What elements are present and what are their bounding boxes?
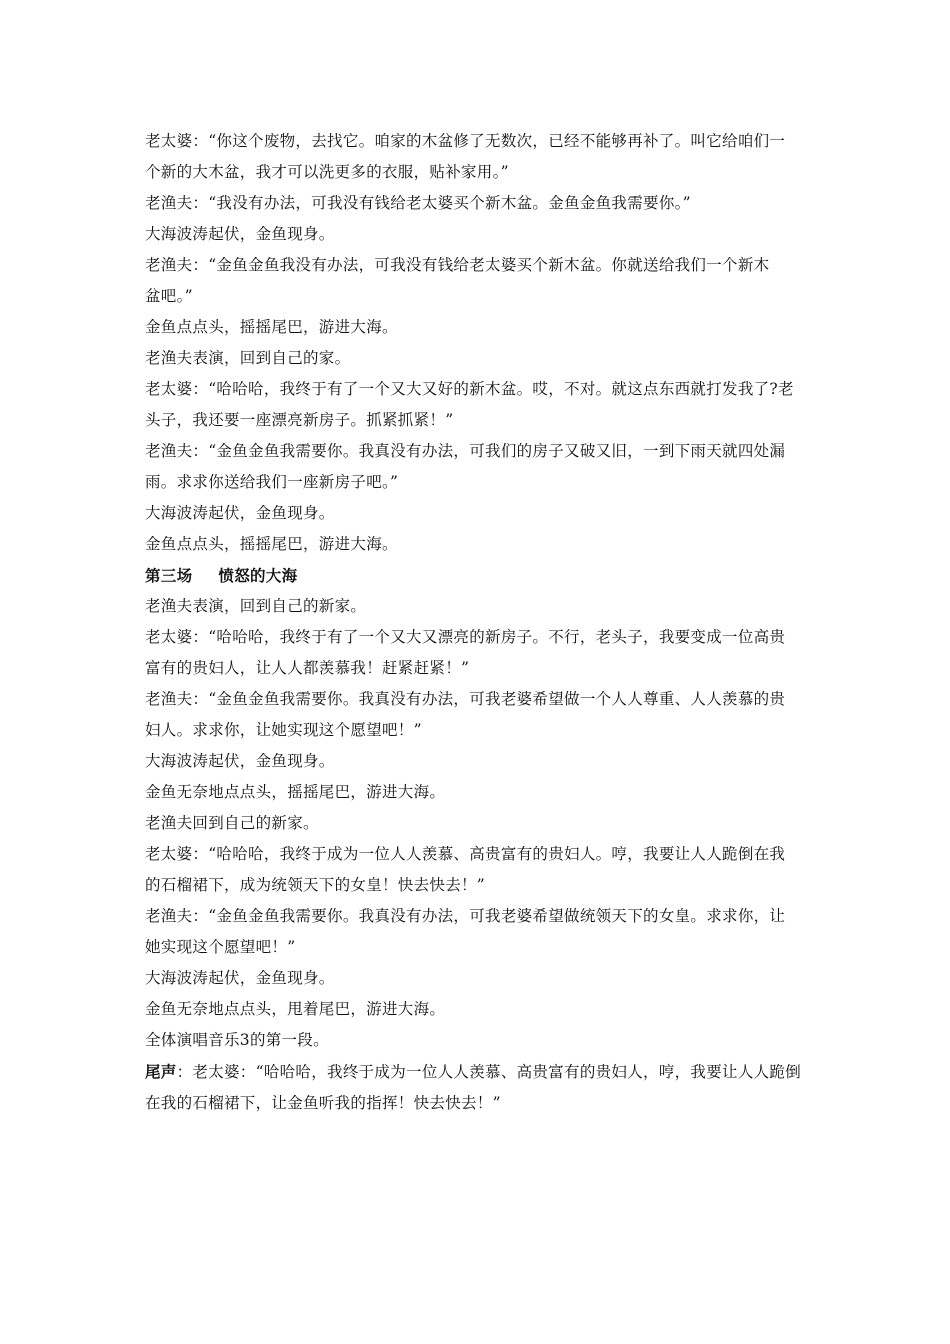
script-line: 老太婆：“哈哈哈，我终于成为一位人人羡慕、高贵富有的贵妇人。哼，我要让人人跪倒在我 xyxy=(145,845,786,863)
script-line: 的石榴裙下，成为统领天下的女皇！快去快去！” xyxy=(145,876,486,894)
script-line: 大海波涛起伏，金鱼现身。 xyxy=(145,504,335,522)
script-line: 老渔夫回到自己的新家。 xyxy=(145,814,319,832)
epilogue-text: ：老太婆：“哈哈哈，我终于成为一位人人羡慕、高贵富有的贵妇人，哼，我要让人人跪倒 xyxy=(176,1063,802,1081)
script-page xyxy=(145,126,810,1119)
script-line: 老渔夫表演，回到自己的新家。 xyxy=(145,597,367,615)
script-line: 老渔夫：“金鱼金鱼我没有办法，可我没有钱给老太婆买个新木盆。你就送给我们一个新木 xyxy=(145,256,770,274)
script-line: 老太婆：“你这个废物，去找它。咱家的木盆修了无数次，已经不能够再补了。叫它给咱们一 xyxy=(145,132,786,150)
script-line: 头子，我还要一座漂亮新房子。抓紧抓紧！” xyxy=(145,411,454,429)
script-line: 妇人。求求你，让她实现这个愿望吧！” xyxy=(145,721,422,739)
script-line: 大海波涛起伏，金鱼现身。 xyxy=(145,752,335,770)
script-line: 老太婆：“哈哈哈，我终于有了一个又大又漂亮的新房子。不行，老头子，我要变成一位高贵 xyxy=(145,628,786,646)
scene-heading xyxy=(145,560,810,591)
script-lines-part1 xyxy=(145,126,810,560)
scene-number: 第三场 xyxy=(145,566,193,585)
script-line: 金鱼点点头，摇摇尾巴，游进大海。 xyxy=(145,318,398,336)
script-line: 全体演唱音乐3的第一段。 xyxy=(145,1031,329,1049)
script-line: 金鱼无奈地点点头，摇摇尾巴，游进大海。 xyxy=(145,783,446,801)
script-line: 金鱼无奈地点点头，甩着尾巴，游进大海。 xyxy=(145,1000,446,1018)
script-line: 盆吧。” xyxy=(145,287,193,305)
epilogue-line xyxy=(145,1056,810,1088)
script-line: 雨。求求你送给我们一座新房子吧。” xyxy=(145,473,399,491)
script-line: 富有的贵妇人，让人人都羡慕我！赶紧赶紧！” xyxy=(145,659,470,677)
script-line: 金鱼点点头，摇摇尾巴，游进大海。 xyxy=(145,535,398,553)
script-line: 个新的大木盆，我才可以洗更多的衣服，贴补家用。” xyxy=(145,163,509,181)
epilogue-label: 尾声 xyxy=(145,1062,177,1081)
epilogue-line-2: 在我的石榴裙下，让金鱼听我的指挥！快去快去！” xyxy=(145,1094,501,1112)
script-line: 老渔夫：“金鱼金鱼我需要你。我真没有办法，可我老婆希望做一个人人尊重、人人羡慕的贵 xyxy=(145,690,786,708)
script-line: 大海波涛起伏，金鱼现身。 xyxy=(145,969,335,987)
script-line: 大海波涛起伏，金鱼现身。 xyxy=(145,225,335,243)
scene-title: 愤怒的大海 xyxy=(218,566,298,585)
script-line: 老渔夫表演，回到自己的家。 xyxy=(145,349,351,367)
script-line: 她实现这个愿望吧！” xyxy=(145,938,296,956)
script-line: 老渔夫：“金鱼金鱼我需要你。我真没有办法，可我老婆希望做统领天下的女皇。求求你，让 xyxy=(145,907,786,925)
script-line: 老太婆：“哈哈哈，我终于有了一个又大又好的新木盆。哎，不对。就这点东西就打发我了?老 xyxy=(145,380,794,398)
script-line: 老渔夫：“我没有办法，可我没有钱给老太婆买个新木盆。金鱼金鱼我需要你。” xyxy=(145,194,691,212)
script-line: 老渔夫：“金鱼金鱼我需要你。我真没有办法，可我们的房子又破又旧，一到下雨天就四处漏 xyxy=(145,442,786,460)
script-lines-part2 xyxy=(145,591,810,1056)
